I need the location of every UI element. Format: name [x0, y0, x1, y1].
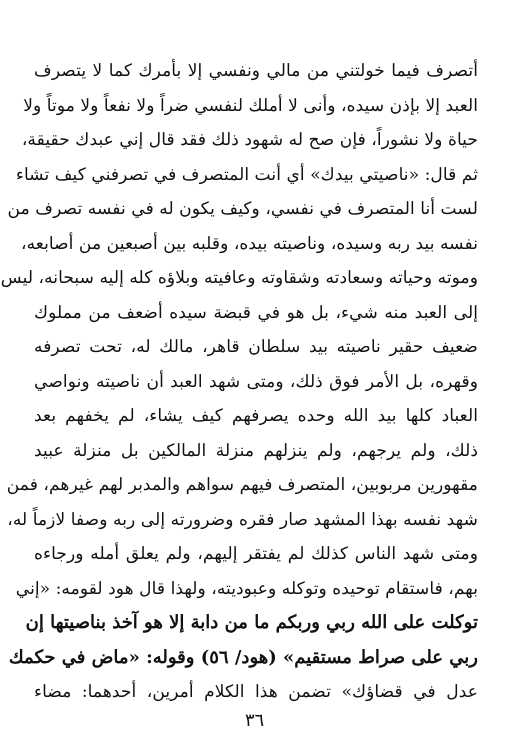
text-line: العباد كلها بيد الله وحده يصرفهم كيف يشاء، لم يخفهم بعد [34, 406, 478, 426]
text-line: العبد إلا بإذن سيده، وأنى لا أملك لنفسي ضراً ولا نفعاً ولا موتاً ولا [23, 95, 478, 116]
quran-verse-line: ربي على صراط مستقيم» (هود/ ٥٦) وقوله: «ماض في حكمك [8, 646, 478, 668]
text-line: إلى العبد منه شيء، بل هو في قبضة سيده أضعف من مملوك [34, 302, 478, 323]
page-number: ٣٦ [244, 710, 265, 731]
text-line: أتصرف فيما خولتني من مالي ونفسي إلا بأمرك كما لا يتصرف [34, 61, 478, 81]
text-line: مقهورين مربوبين، المتصرف فيهم سواهم والمدبر لهم غيرهم، فمن [6, 475, 478, 495]
text-line: بهم، فاستقام توحيده وتوكله وعبوديته، ولهذا قال هود لقومه: «إني [15, 578, 478, 599]
text-line: ومتى شهد الناس كذلك لم يفتقر إليهم، ولم يعلق أمله ورجاءه [34, 544, 478, 564]
text-line: وموته وحياته وسعادته وشقاوته وعافيته وبلاؤه كله إليه سبحانه، ليس [0, 268, 478, 288]
quran-verse-line: توكلت على الله ربي وربكم ما من دابة إلا هو آخذ بناصيتها إن [25, 612, 478, 633]
body-text [0, 54, 478, 710]
text-line: ضعيف حقير ناصيته بيد سلطان قاهر، مالك له، تحت تصرفه [34, 337, 478, 357]
text-line: وقهره، بل الأمر فوق ذلك، ومتى شهد العبد أن ناصيته ونواصي [34, 371, 478, 392]
text-line: عدل في قضاؤك» تضمن هذا الكلام أمرين، أحدهما: مضاء [34, 682, 478, 702]
text-line: لست أنا المتصرف في نفسي، وكيف يكون له في نفسه تصرف من [7, 199, 478, 219]
text-line: حياة ولا نشوراً، فإن صح له شهود ذلك فقد قال إني عبدك حقيقة، [21, 130, 478, 150]
text-line: ثم قال: «ناصيتي بيدك» أي أنت المتصرف في تصرفني كيف تشاء [15, 164, 478, 185]
text-line: ذلك، ولم يرجهم، ولم ينزلهم منزلة المالكين بل منزلة عبيد [34, 440, 478, 461]
text-line: شهد نفسه بهذا المشهد صار فقره وضرورته إلى ربه وصفا لازماً له، [7, 509, 478, 530]
text-line: نفسه بيد ربه وسيده، وناصيته بيده، وقلبه بين أصبعين من أصابعه، [21, 233, 478, 254]
